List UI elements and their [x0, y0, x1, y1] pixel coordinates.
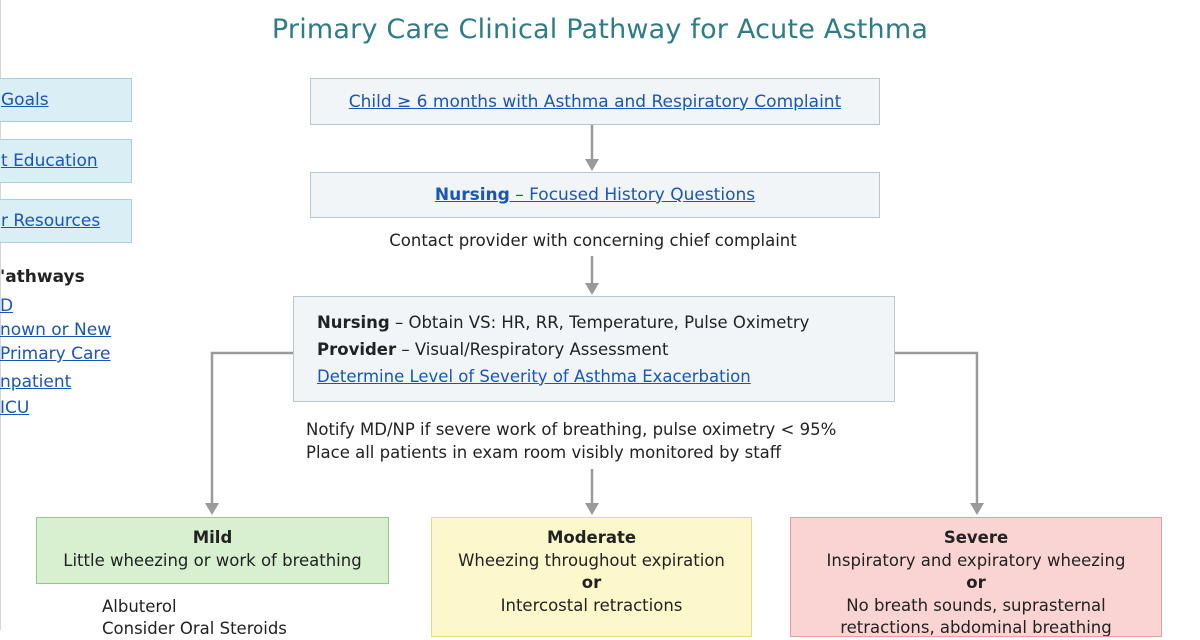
severe-line2: No breath sounds, suprasternal	[846, 595, 1106, 615]
notify-note	[306, 418, 836, 464]
arrowhead-moderate	[585, 503, 599, 515]
pathway-link-known-or-new[interactable]: nown or New	[0, 320, 112, 340]
arrowhead-mild	[205, 503, 219, 515]
history-box[interactable]	[310, 172, 880, 218]
pathway-link-ed[interactable]: D	[0, 296, 14, 316]
sidebar-link-resources[interactable]: r Resources	[1, 211, 101, 231]
connector-assess-mild	[212, 353, 293, 503]
severity-link[interactable]: Determine Level of Severity of Asthma Exacerbation	[317, 367, 751, 386]
mild-desc: Little wheezing or work of breathing	[63, 550, 362, 570]
contact-note: Contact provider with concerning chief complaint	[389, 231, 797, 250]
severe-heading: Severe	[943, 528, 1009, 547]
history-rest: – Focused History Questions	[509, 185, 756, 205]
pathway-link-primary-care[interactable]: Primary Care	[0, 344, 111, 364]
start-link[interactable]: Child ≥ 6 months with Asthma and Respiratory Complaint	[348, 91, 842, 112]
history-link[interactable]	[435, 185, 755, 205]
mild-treatment	[102, 596, 287, 640]
history-bold: Nursing	[434, 185, 510, 205]
notify-line-1: Notify MD/NP if severe work of breathing, pulse oximetry < 95%	[306, 420, 837, 439]
assess-line-provider	[317, 336, 894, 363]
severe-line3: retractions, abdominal breathing	[840, 618, 1112, 637]
severe-or: or	[966, 573, 986, 592]
severe-line1: Inspiratory and expiratory wheezing	[826, 550, 1126, 570]
arrowhead-history	[585, 159, 599, 171]
assess-provider-label: Provider	[317, 340, 397, 359]
arrowhead-severe	[970, 503, 984, 515]
connector-assess-severe	[895, 353, 977, 503]
sidebar-link-education[interactable]: t Education	[1, 151, 98, 171]
sidebar-link-goals[interactable]: Goals	[1, 90, 49, 110]
start-box[interactable]	[310, 78, 880, 125]
assess-nursing-label: Nursing	[317, 313, 390, 332]
pathways-heading: 'athways	[0, 267, 85, 287]
assessment-box	[293, 296, 895, 402]
severe-box	[790, 517, 1162, 637]
notify-line-2: Place all patients in exam room visibly monitored by staff	[306, 443, 782, 462]
assess-provider-text: – Visual/Respiratory Assessment	[396, 340, 669, 359]
moderate-box	[431, 517, 752, 637]
page-title: Primary Care Clinical Pathway for Acute Asthma	[271, 14, 929, 45]
pathway-link-icu[interactable]: ICU	[0, 398, 30, 418]
mild-heading: Mild	[192, 528, 233, 547]
assess-line-nursing	[317, 309, 894, 336]
mild-treatment-albuterol: Albuterol	[102, 597, 177, 616]
moderate-heading: Moderate	[546, 528, 637, 547]
moderate-line2: Intercostal retractions	[500, 595, 683, 615]
mild-box	[36, 517, 389, 584]
assess-nursing-text: – Obtain VS: HR, RR, Temperature, Pulse Oximetry	[389, 313, 810, 332]
moderate-or: or	[581, 573, 602, 592]
pathway-link-inpatient[interactable]: npatient	[0, 372, 72, 392]
moderate-line1: Wheezing throughout expiration	[458, 550, 725, 570]
mild-treatment-steroids: Consider Oral Steroids	[102, 619, 287, 638]
arrowhead-assess	[585, 283, 599, 295]
